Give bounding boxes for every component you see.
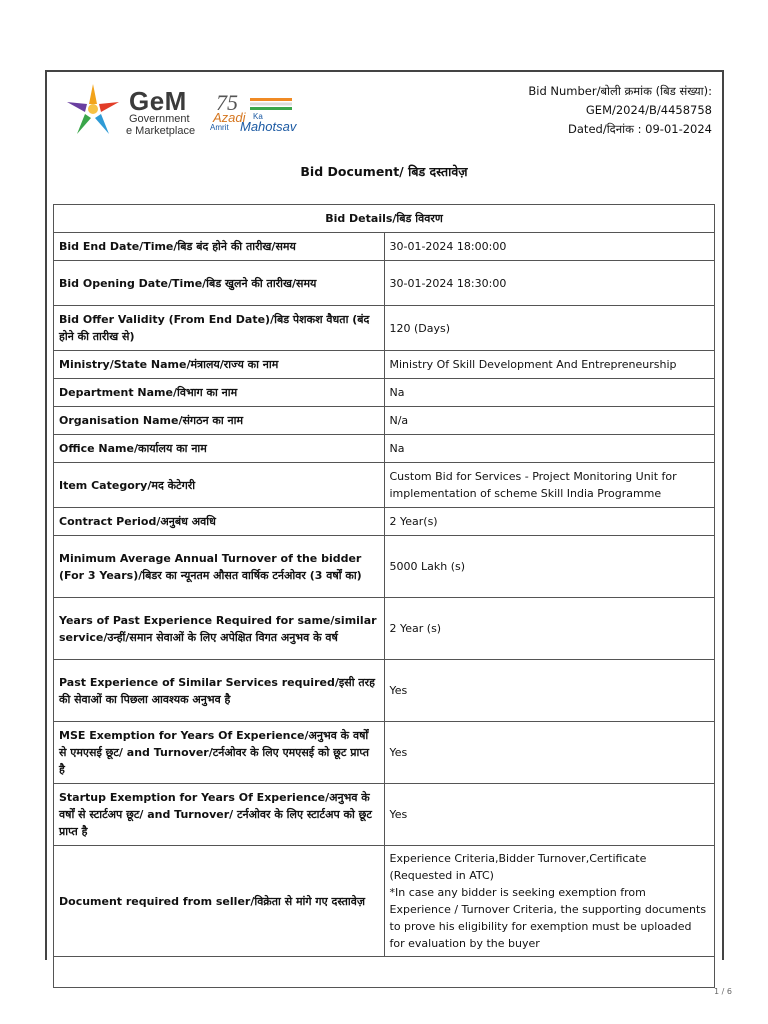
row-label: Department Name/विभाग का नाम bbox=[54, 379, 385, 407]
row-label: Bid Offer Validity (From End Date)/बिड पेशकश वैधता (बंद होने की तारीख से) bbox=[54, 306, 385, 351]
table-row bbox=[54, 407, 715, 435]
dated-value: 09-01-2024 bbox=[645, 122, 712, 136]
table-row bbox=[54, 846, 715, 957]
table-row bbox=[54, 722, 715, 784]
document-title: Bid Document/ बिड दस्तावेज़ bbox=[300, 164, 468, 179]
row-label: Past Experience of Similar Services required/इसी तरह की सेवाओं का पिछला आवश्यक अनुभव है bbox=[54, 660, 385, 722]
row-value: 5000 Lakh (s) bbox=[384, 536, 715, 598]
row-label: Item Category/मद केटेगरी bbox=[54, 463, 385, 508]
table-row bbox=[54, 598, 715, 660]
azadi-logo-number: 75 bbox=[216, 90, 238, 115]
row-label: Contract Period/अनुबंध अवधि bbox=[54, 508, 385, 536]
row-value: Na bbox=[384, 379, 715, 407]
azadi-logo-ka: Ka bbox=[253, 112, 263, 121]
table-row bbox=[54, 463, 715, 508]
page-number: 1 / 6 bbox=[714, 987, 732, 996]
table-continuation-cell bbox=[54, 957, 715, 988]
row-label: MSE Exemption for Years Of Experience/अनुभव के वर्षों से एमएसई छूट/ and Turnover/टर्नओवर के लिए एमएसई को छूट प्राप्त है bbox=[54, 722, 385, 784]
table-row bbox=[54, 379, 715, 407]
row-label: Minimum Average Annual Turnover of the bidder (For 3 Years)/बिडर का न्यूनतम औसत वार्षिक टर्नओवर (3 वर्षों का) bbox=[54, 536, 385, 598]
row-value: 2 Year(s) bbox=[384, 508, 715, 536]
row-value: 2 Year (s) bbox=[384, 598, 715, 660]
table-row bbox=[54, 351, 715, 379]
row-value: Yes bbox=[384, 722, 715, 784]
bid-meta bbox=[528, 82, 712, 139]
azadi-logo-amrit: Amrit bbox=[210, 123, 229, 132]
row-value: Yes bbox=[384, 784, 715, 846]
gem-logo-title: GeM bbox=[129, 86, 187, 116]
bid-number-label: Bid Number/बोली क्रमांक (बिड संख्या): bbox=[528, 84, 712, 98]
row-label: Bid Opening Date/Time/बिड खुलने की तारीख/समय bbox=[54, 261, 385, 306]
bid-dated-line bbox=[528, 120, 712, 139]
table-row bbox=[54, 536, 715, 598]
row-label: Startup Exemption for Years Of Experience/अनुभव के वर्षों से स्टार्टअप छूट/ and Turnover/ टर्नओवर के लिए स्टार्टअप को छूट प्राप्त है bbox=[54, 784, 385, 846]
row-value: Yes bbox=[384, 660, 715, 722]
azadi-logo-mahotsav: Mahotsav bbox=[240, 119, 297, 134]
row-value: N/a bbox=[384, 407, 715, 435]
dated-label: Dated/दिनांक : bbox=[568, 122, 642, 136]
table-row bbox=[54, 306, 715, 351]
table-row bbox=[54, 508, 715, 536]
row-label: Document required from seller/विक्रेता से मांगे गए दस्तावेज़ bbox=[54, 846, 385, 957]
row-label: Organisation Name/संगठन का नाम bbox=[54, 407, 385, 435]
table-row bbox=[54, 233, 715, 261]
row-label: Bid End Date/Time/बिड बंद होने की तारीख/समय bbox=[54, 233, 385, 261]
row-value: 30-01-2024 18:00:00 bbox=[384, 233, 715, 261]
row-label: Ministry/State Name/मंत्रालय/राज्य का नाम bbox=[54, 351, 385, 379]
table-header-row bbox=[54, 205, 715, 233]
row-label: Office Name/कार्यालय का नाम bbox=[54, 435, 385, 463]
bid-details-table bbox=[53, 204, 715, 988]
row-value: 30-01-2024 18:30:00 bbox=[384, 261, 715, 306]
table-row bbox=[54, 784, 715, 846]
tricolor-stripes-icon bbox=[250, 98, 292, 110]
gem-logo-line1: Government bbox=[129, 113, 190, 125]
row-value: Ministry Of Skill Development And Entrepreneurship bbox=[384, 351, 715, 379]
table-row bbox=[54, 261, 715, 306]
gem-logo bbox=[63, 80, 203, 140]
row-value: Experience Criteria,Bidder Turnover,Certificate (Requested in ATC) *In case any bidder is seeking exemption from Experience / Turnover Criteria, the supporting documents to prove his eligibility for exemption must be uploaded for evaluation by the buyer bbox=[384, 846, 715, 957]
table-row bbox=[54, 435, 715, 463]
row-value: Na bbox=[384, 435, 715, 463]
table-continuation-row bbox=[54, 957, 715, 988]
azadi-ka-amrit-mahotsav-logo bbox=[210, 90, 300, 135]
azadi-logo-word: Azadi bbox=[213, 110, 246, 125]
row-value: 120 (Days) bbox=[384, 306, 715, 351]
gem-star-icon bbox=[63, 80, 123, 140]
bid-number: GEM/2024/B/4458758 bbox=[585, 103, 712, 117]
row-label: Years of Past Experience Required for same/similar service/उन्हीं/समान सेवाओं के लिए अपेक्षित विगत अनुभव के वर्ष bbox=[54, 598, 385, 660]
row-value: Custom Bid for Services - Project Monitoring Unit for implementation of scheme Skill India Programme bbox=[384, 463, 715, 508]
gem-logo-line2: e Marketplace bbox=[126, 125, 196, 137]
table-row bbox=[54, 660, 715, 722]
table-header: Bid Details/बिड विवरण bbox=[54, 205, 715, 233]
